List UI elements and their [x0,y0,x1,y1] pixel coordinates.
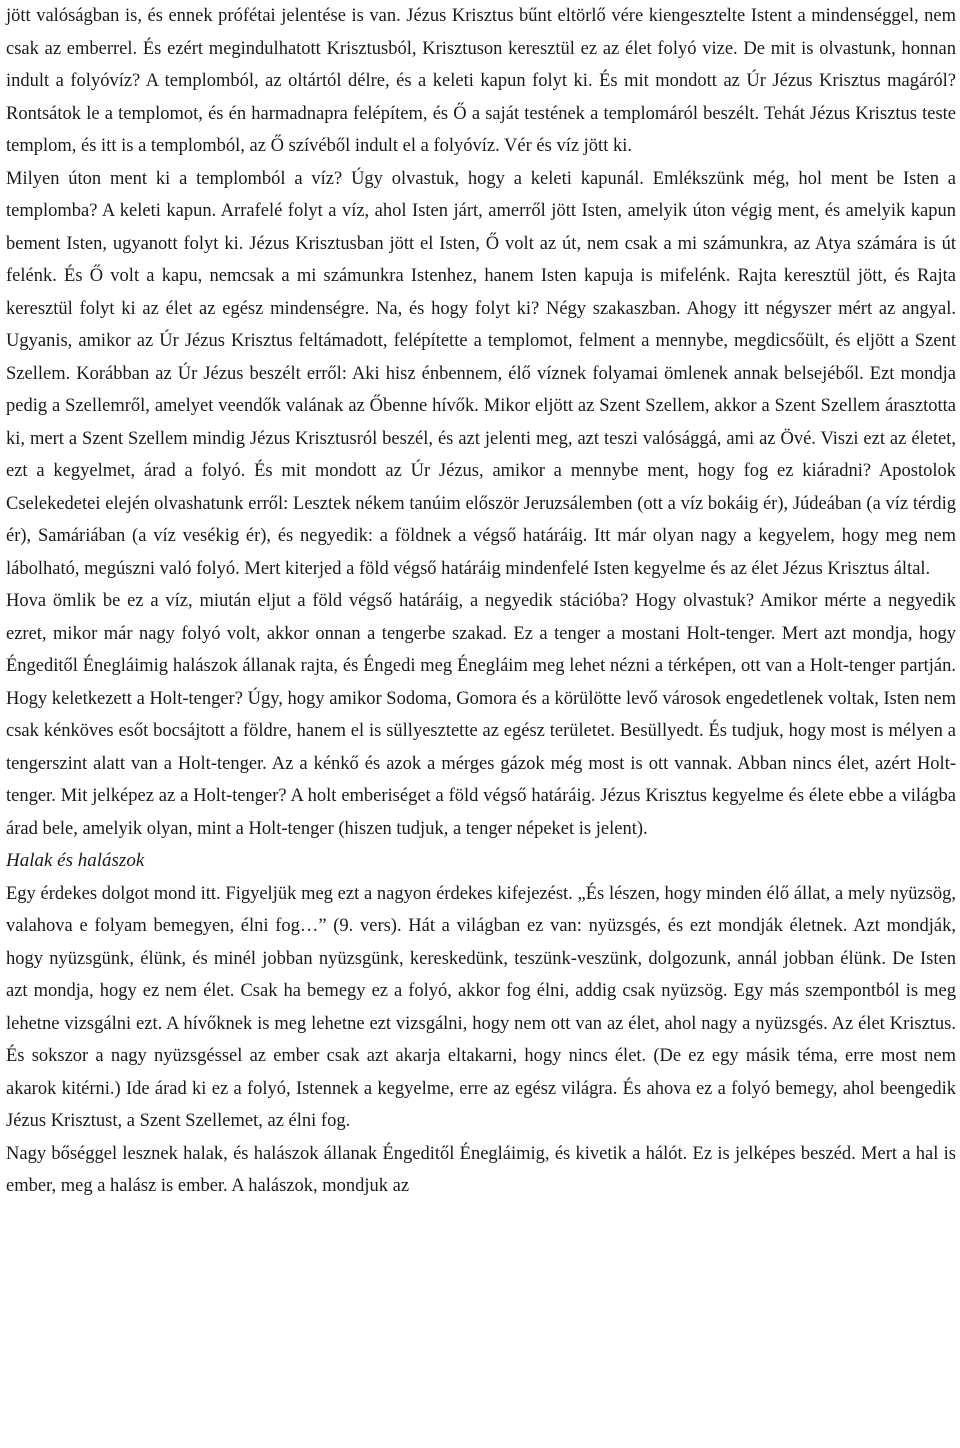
document-page [6,0,956,1203]
paragraph-opening: jött valóságban is, és ennek prófétai jelentése is van. Jézus Krisztus bűnt eltörlő vére kiengesztelte Istent a mindenséggel, nem csak az emberrel. És ezért megindulhatott Krisztusból, Krisztuson keresztül ez az élet folyó vize. De mit is olvastunk, honnan indult a folyóvíz? A templomból, az oltártól délre, és a keleti kapun folyt ki. És mit mondott az Úr Jézus Krisztus magáról? Rontsátok le a templomot, és én harmadnapra felépítem, és Ő a saját testének a templomáról beszélt. Tehát Jézus Krisztus teste templom, és itt is a templomból, az Ő szívéből indult el a folyóvíz. Vér és víz jött ki. [6,6,956,156]
section-heading: Halak és halászok [6,850,145,871]
paragraph-swarming: Egy érdekes dolgot mond itt. Figyeljük meg ezt a nagyon érdekes kifejezést. „És lészen, hogy minden élő állat, a mely nyüzsög, valahova e folyam bemegyen, élni fog…” (9. vers). Hát a világban ez van: nyüzsgés, és ezt mondják életnek. Azt mondják, hogy nyüzsgünk, élünk, és minél jobban nyüzsgünk, kereskedünk, teszünk-veszünk, dolgozunk, annál jobban élünk. De Isten azt mondja, hogy ez nem élet. Csak ha bemegy ez a folyó, akkor fog élni, addig csak nyüzsög. Egy más szempontból is meg lehetne vizsgálni ezt. A hívőknek is meg lehetne ezt vizsgálni, hogy nem ott van az élet, ahol nagy a nyüzsgés. Az élet Krisztus. És sokszor a nagy nyüzsgéssel az ember csak azt akarja eltakarni, hogy nincs élet. (De ez egy másik téma, erre most nem akarok kitérni.) Ide árad ki ez a folyó, Istennek a kegyelme, erre az egész világra. És ahova ez a folyó bemegy, ahol beengedik Jézus Krisztust, a Szent Szellemet, az élni fog. [6,883,956,1131]
paragraph-dead-sea: Hova ömlik be ez a víz, miután eljut a föld végső határáig, a negyedik stációba? Hogy olvastuk? Amikor mérte a negyedik ezret, mikor már nagy folyó volt, akkor onnan a tengerbe szakad. Ez a tenger a mostani Holt-tenger. Mert azt mondja, hogy Éngeditől Énegláimig halászok állanak rajta, és Éngedi meg Énegláim meg lehet nézni a térképen, ott van a Holt-tenger partján. Hogy keletkezett a Holt-tenger? Úgy, hogy amikor Sodoma, Gomora és a körülötte levő városok engedetlenek voltak, Isten nem csak kénköves esőt bocsájtott a földre, hanem el is süllyesztette az egész területet. Besüllyedt. És tudjuk, hogy most is mélyen a tengerszint alatt van a Holt-tenger. Az a kénkő és azok a mérges gázok még most is ott vannak. Abban nincs élet, azért Holt-tenger. Mit jelképez az a Holt-tenger? A holt emberiséget a föld végső határáig. Jézus Krisztus kegyelme és élete ebbe a világba árad bele, amelyik olyan, mint a Holt-tenger (hiszen tudjuk, a tenger népeket is jelent). [6,591,956,839]
paragraph-fishermen: Nagy bőséggel lesznek halak, és halászok állanak Éngeditől Énegláimig, és kivetik a hálót. Ez is jelképes beszéd. Mert a hal is ember, meg a halász is ember. A halászok, mondjuk az [6,1143,956,1196]
paragraph-eastern-gate: Milyen úton ment ki a templomból a víz? Úgy olvastuk, hogy a keleti kapunál. Emlékszünk még, hol ment be Isten a templomba? A keleti kapun. Arrafelé folyt a víz, ahol Isten járt, amerről jött Isten, amelyik úton végig ment, és amelyik kapun bement Isten, ugyanott folyt ki. Jézus Krisztusban jött el Isten, Ő volt az út, nem csak a mi számunkra, az Atya számára is út felénk. És Ő volt a kapu, nemcsak a mi számunkra Istenhez, hanem Isten kapuja is mifelénk. Rajta keresztül jött, és Rajta keresztül folyt ki az élet az egész mindenségre. Na, és hogy folyt ki? Négy szakaszban. Ahogy itt négyszer mért az angyal. Ugyanis, amikor az Úr Jézus Krisztus feltámadott, felépítette a templomot, felment a mennybe, megdicsőült, és eljött a Szent Szellem. Korábban az Úr Jézus beszélt erről: Aki hisz énbennem, élő víznek folyamai ömlenek annak belsejéből. Ezt mondja pedig a Szellemről, amelyet veendők valának az Őbenne hívők. Mikor eljött az Szent Szellem, akkor a Szent Szellem árasztotta ki, mert a Szent Szellem mindig Jézus Krisztusról beszél, és azt jelenti meg, azt teszi valósággá, ami az Övé. Viszi ezt az életet, ezt a kegyelmet, árad a folyó. És mit mondott az Úr Jézus, amikor a mennybe ment, hogy fog ez kiáradni? Apostolok Cselekedetei elején olvashatunk erről: Lesztek nékem tanúim először Jeruzsálemben (ott a víz bokáig ér), Júdeában (a víz térdig ér), Samáriában (a víz vesékig ér), és negyedik: a földnek a végső határáig. Itt már olyan nagy a kegyelem, hogy meg nem lábolható, megúszni való folyó. Mert kiterjed a föld végső határáig mindenfelé Isten kegyelme és az élet Jézus Krisztus által. [6,168,956,579]
